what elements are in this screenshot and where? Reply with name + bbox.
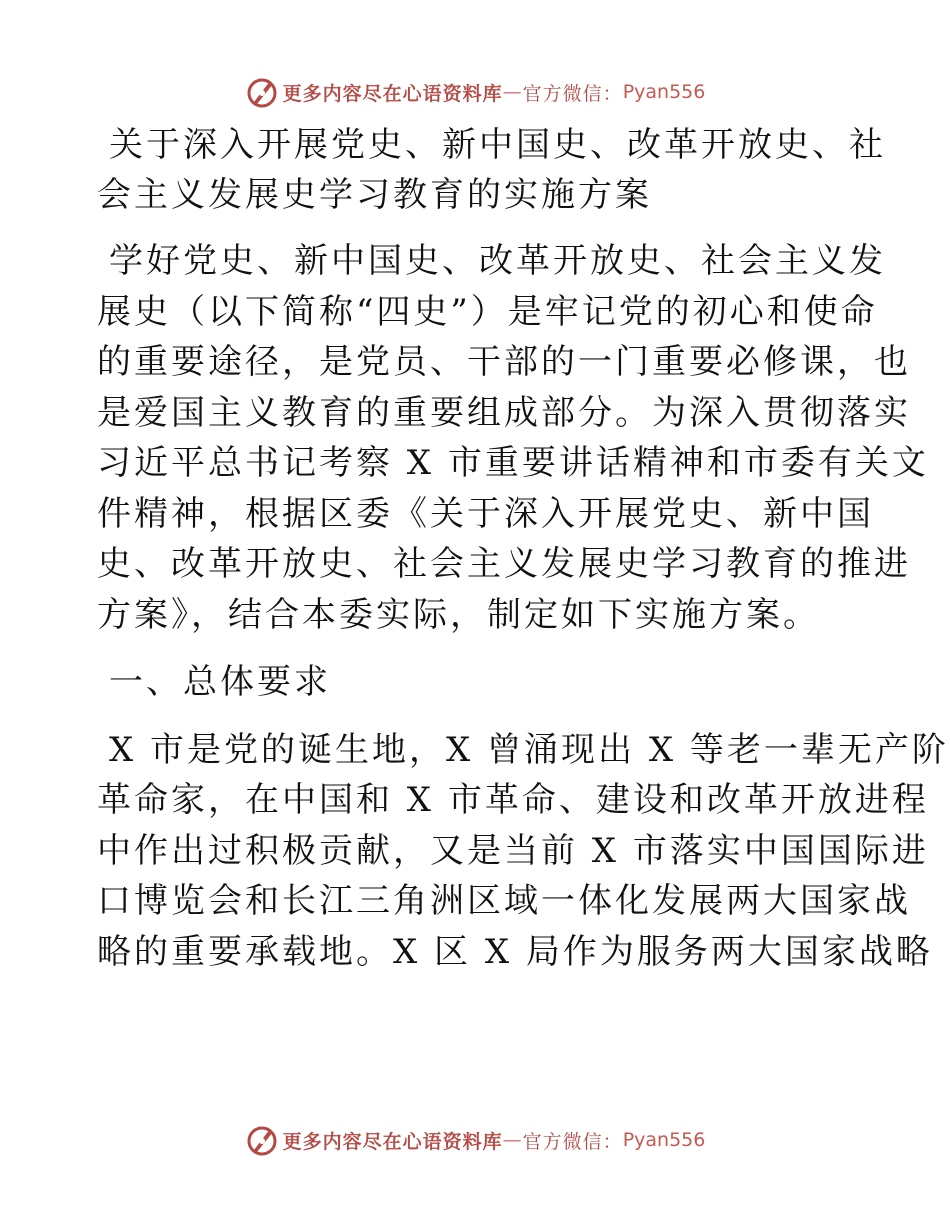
quill-pen-circle-icon [245,1123,279,1157]
text-line: 略的重要承载地。X 区 X 局作为服务两大国家战略 [97,931,933,972]
text-line: X 市是党的诞生地，X 曾涌现出 X 等老一辈无产阶 [109,729,949,770]
text-line: 件精神，根据区委《关于深入开展党史、新中国 [97,493,874,534]
text-line: 是爱国主义教育的重要组成部分。为深入贯彻落实 [97,392,911,433]
watermark-header [0,72,950,112]
watermark-wechat-id: Pyan556 [622,1129,706,1151]
intro-paragraph [97,236,929,640]
quill-pen-circle-icon [245,75,279,109]
text-line: 方案》，结合本委实际，制定如下实施方案。 [97,594,820,635]
text-line: 革命家，在中国和 X 市革命、建设和改革开放进程 [97,780,929,820]
watermark-footer [0,1120,950,1160]
title-line: 关于深入开展党史、新中国史、改革开放史、社 [109,125,886,165]
watermark-contact-label: 官方微信： [522,82,623,105]
watermark-brand: 更多内容尽在心语资料库 [282,82,503,105]
text-line: 口博览会和长江三角洲区域一体化发展两大国家战 [97,881,911,921]
watermark-wechat-id: Pyan556 [622,81,706,103]
text-line: 的重要途径，是党员、干部的一门重要必修课，也 [97,342,911,382]
section-heading [97,657,857,708]
watermark-separator: — [502,81,523,103]
watermark-brand: 更多内容尽在心语资料库 [282,1130,503,1153]
document-title [97,120,886,220]
document-body [97,120,949,977]
text-line: 展史（以下简称“四史”）是牢记党的初心和使命 [97,291,878,332]
section-paragraph [97,725,949,978]
text-line: 中作出过积极贡献，又是当前 X 市落实中国国际进 [97,830,929,871]
section-heading-text: 一、总体要求 [109,662,331,702]
watermark-separator: — [502,1129,523,1151]
title-line: 会主义发展史学习教育的实施方案 [97,175,652,215]
text-line: 史、改革开放史、社会主义发展史学习教育的推进 [97,544,911,584]
watermark-contact-label: 官方微信： [522,1130,623,1153]
text-line: 习近平总书记考察 X 市重要讲话精神和市委有关文 [97,443,929,483]
text-line: 学好党史、新中国史、改革开放史、社会主义发 [109,241,886,281]
